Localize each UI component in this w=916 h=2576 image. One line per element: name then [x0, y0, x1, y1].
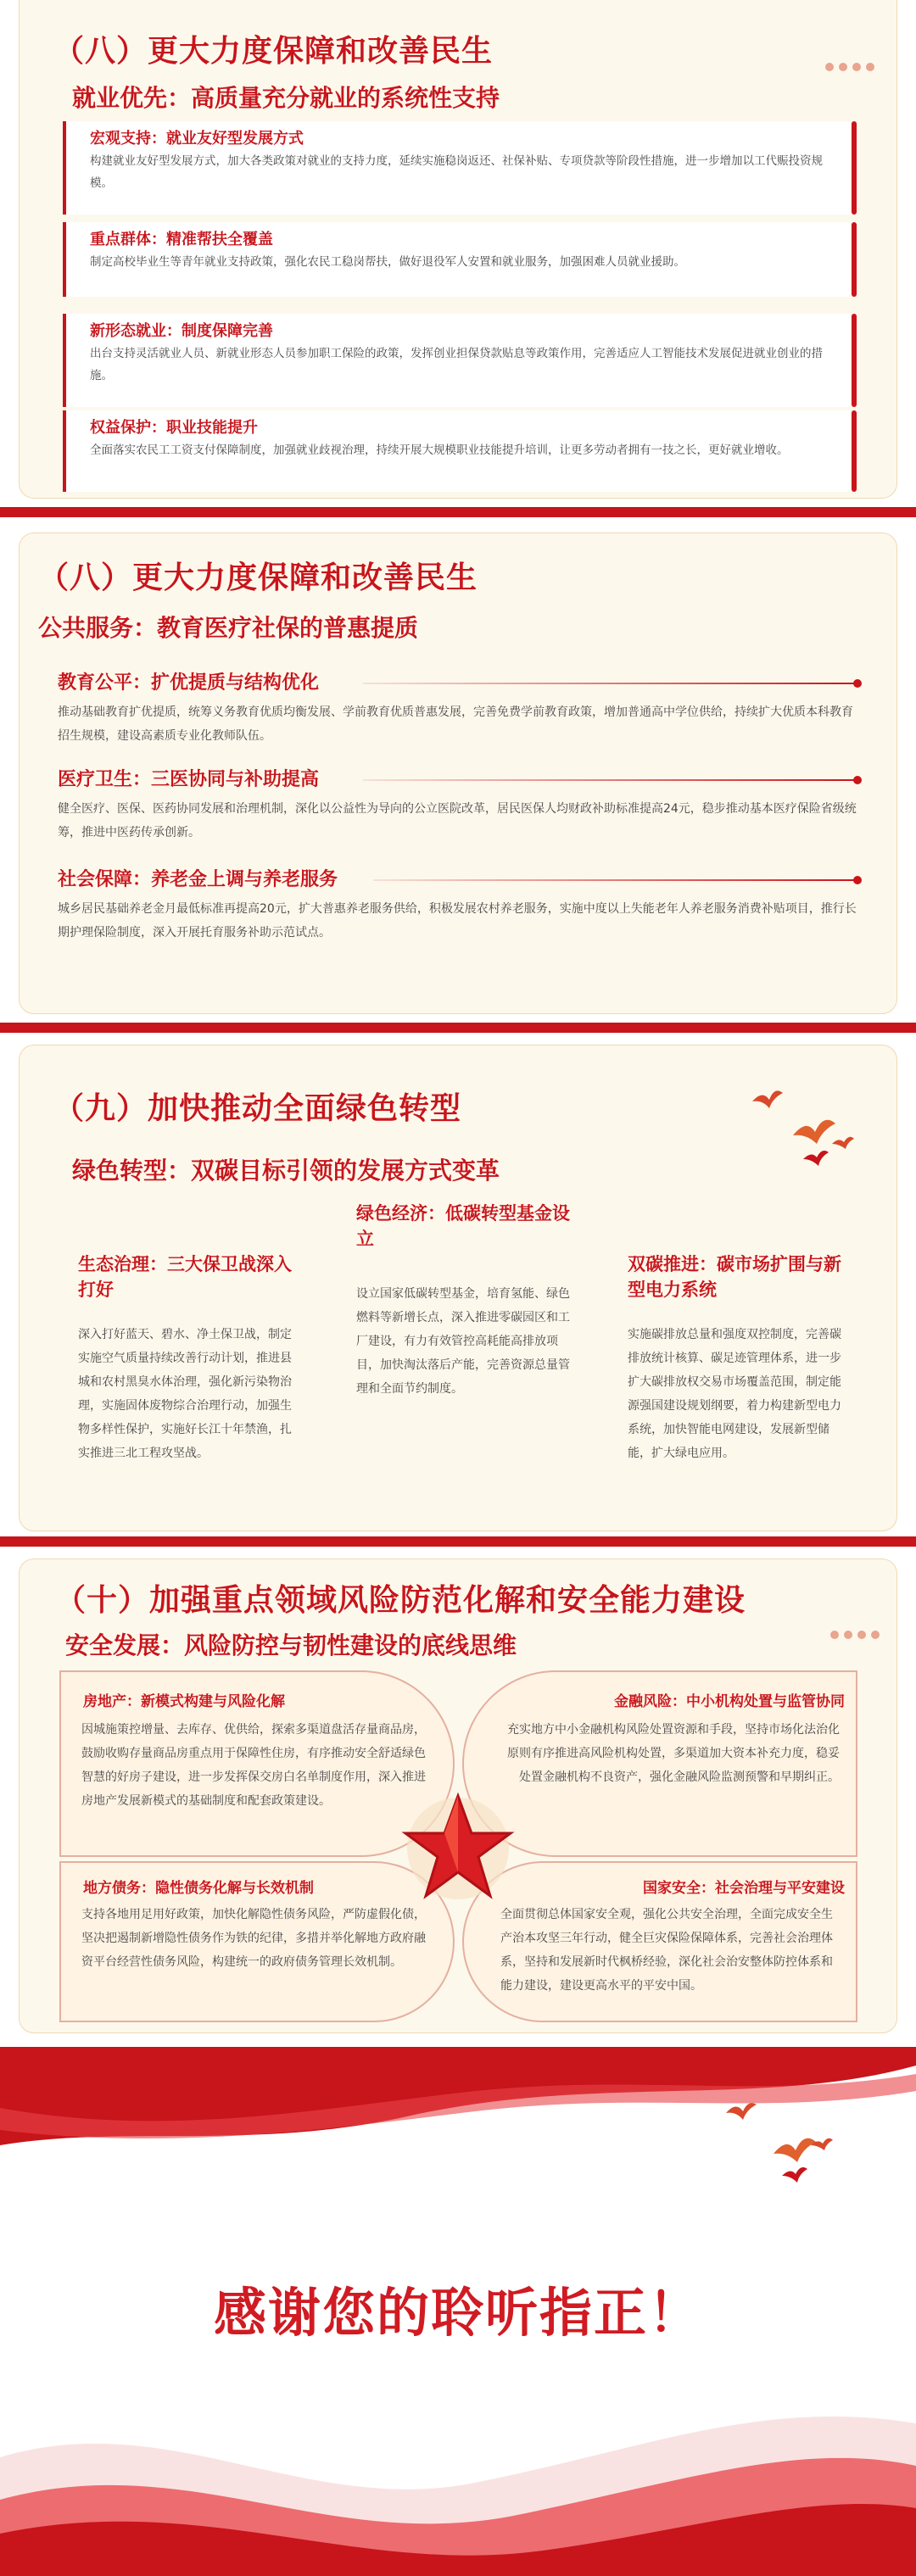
card-body: 全面落实农民工工资支付保障制度，加强就业歧视治理，持续开展大规模职业技能提升培训，让更多劳动者拥有一技之长，更好就业增收。	[90, 443, 789, 457]
section-subtitle: 公共服务：教育医疗社保的普惠提质	[38, 614, 419, 642]
row-divider-line	[363, 683, 858, 684]
section-subtitle: 绿色转型：双碳目标引领的发展方式变革	[72, 1157, 500, 1185]
section-divider	[0, 1536, 916, 1547]
quadrant-body-real-estate: 因城施策控增量、去库存、优供给，探索多渠道盘活存量商品房，鼓励收购存量商品房重点用于保障性住房，有序推动安全舒适绿色智慧的好房子建设，进一步发挥保交房白名单制度作用，深入推进房地产发展新模式的基础制度和配套政策建设。	[81, 1723, 426, 1808]
section-divider	[0, 1023, 916, 1033]
row-divider-line	[363, 779, 858, 781]
row-body-social-security: 城乡居民基础养老金月最低标准再提高20元，扩大普惠养老服务供给，积极发展农村养老服务，实施中度以上失能老年人养老服务消费补贴项目，推行长期护理保险制度，深入开展托育服务补助示范试点。	[58, 902, 857, 940]
card-body: 构建就业友好型发展方式，加大各类政策对就业的支持力度，延续实施稳岗返还、社保补贴、专项贷款等阶段性措施，进一步增加以工代赈投资规模。	[90, 154, 823, 190]
card-heading: 宏观支持：就业友好型发展方式	[90, 130, 304, 148]
row-body-healthcare: 健全医疗、医保、医药协同发展和治理机制，深化以公益性为导向的公立医院改革，居民医保人均财政补助标准提高24元，稳步推动基本医疗保险省级统筹，推进中医药传承创新。	[58, 802, 857, 839]
red-ribbon-bottom	[0, 2389, 916, 2576]
quadrant-body-financial-risk: 充实地方中小金融机构风险处置资源和手段，坚持市场化法治化原则有序推进高风险机构处置，多渠道加大资本补充力度，稳妥处置金融机构不良资产，强化金融风险监测预警和早期纠正。	[507, 1723, 840, 1784]
card-heading: 新形态就业：制度保障完善	[90, 322, 273, 340]
column-body-ecology: 深入打好蓝天、碧水、净土保卫战，制定实施空气质量持续改善行动计划，推进县城和农村黑臭水体治理，强化新污染物治理，实施固体废物综合治理行动，加强生物多样性保护，实施好长江十年禁渔，扎实推进三北工程攻坚战。	[78, 1328, 292, 1460]
section-title: （八）更大力度保障和改善民生	[38, 560, 478, 595]
card-rights-protection	[63, 410, 850, 492]
card-key-groups	[63, 222, 850, 297]
quadrant-body-local-debt: 支持各地用足用好政策，加快化解隐性债务风险，严防虚假化债，坚决把遏制新增隐性债务作为铁的纪律，多措并举化解地方政府融资平台经营性债务风险，构建统一的政府债务管理长效机制。	[81, 1908, 426, 1969]
section-divider	[0, 2047, 916, 2057]
quadrant-heading-financial-risk: 金融风险：中小机构处置与监管协同	[614, 1693, 845, 1710]
column-body-green-economy: 设立国家低碳转型基金，培育氢能、绿色燃料等新增长点，深入推进零碳园区和工厂建设，有力有效管控高耗能高排放项目，加快淘汰落后产能，完善资源总量管理和全面节约制度。	[356, 1287, 570, 1396]
decorative-dots	[825, 63, 874, 71]
column-heading-green-economy: 绿色经济：低碳转型基金设立	[356, 1203, 570, 1249]
card-macro-support	[63, 121, 850, 215]
row-heading-social-security: 社会保障：养老金上调与养老服务	[58, 869, 338, 890]
flying-birds-icon	[744, 1074, 871, 1185]
card-new-forms-employment	[63, 314, 850, 407]
quadrant-heading-local-debt: 地方债务：隐性债务化解与长效机制	[83, 1880, 314, 1897]
quadrant-heading-national-security: 国家安全：社会治理与平安建设	[643, 1880, 845, 1897]
section-subtitle: 安全发展：风险防控与韧性建设的底线思维	[65, 1631, 517, 1659]
row-divider-line	[373, 879, 858, 881]
card-body: 出台支持灵活就业人员、新就业形态人员参加职工保险的政策，发挥创业担保贷款贴息等政策作用，完善适应人工智能技术发展促进就业创业的措施。	[90, 347, 823, 382]
row-heading-healthcare: 医疗卫生：三医协同与补助提高	[58, 769, 320, 790]
quadrant-body-national-security: 全面贯彻总体国家安全观，强化公共安全治理，全面完成安全生产治本攻坚三年行动，健全巨灾保险保障体系，完善社会治理体系，坚持和发展新时代枫桥经验，深化社会治安整体防控体系和能力建设，建设更高水平的平安中国。	[500, 1908, 833, 1993]
star-emblem-icon	[399, 1789, 517, 1908]
quadrant-heading-real-estate: 房地产：新模式构建与风险化解	[83, 1693, 285, 1710]
section-title: （九）加快推动全面绿色转型	[53, 1091, 462, 1126]
column-body-dual-carbon: 实施碳排放总量和强度双控制度，完善碳排放统计核算、碳足迹管理体系，进一步扩大碳排放权交易市场覆盖范围，制定能源强国建设规划纲要，着力构建新型电力系统，加快智能电网建设，发展新型储能，扩大绿电应用。	[628, 1328, 841, 1460]
row-heading-education: 教育公平：扩优提质与结构优化	[58, 672, 320, 694]
column-heading-dual-carbon: 双碳推进：碳市场扩围与新型电力系统	[628, 1254, 841, 1300]
row-body-education: 推动基础教育扩优提质，统筹义务教育优质均衡发展、学前教育优质普惠发展，完善免费学前教育政策，增加普通高中学位供给，持续扩大优质本科教育招生规模，建设高素质专业化教师队伍。	[58, 705, 853, 743]
card-heading: 权益保护：职业技能提升	[90, 419, 258, 437]
card-heading: 重点群体：精准帮扶全覆盖	[90, 231, 273, 248]
section-subtitle: 就业优先：高质量充分就业的系统性支持	[72, 84, 500, 112]
section-divider	[0, 507, 916, 517]
flying-birds-icon	[723, 2094, 841, 2196]
section-title: （十）加强重点领域风险防范化解和安全能力建设	[55, 1583, 746, 1618]
section-title: （八）更大力度保障和改善民生	[53, 34, 494, 69]
column-heading-ecology: 生态治理：三大保卫战深入打好	[78, 1254, 292, 1300]
decorative-dots	[830, 1631, 880, 1639]
card-body: 制定高校毕业生等青年就业支持政策，强化农民工稳岗帮扶，做好退役军人安置和就业服务，加强困难人员就业援助。	[90, 255, 685, 269]
thanks-message: 感谢您的聆听指正！	[213, 2282, 702, 2344]
